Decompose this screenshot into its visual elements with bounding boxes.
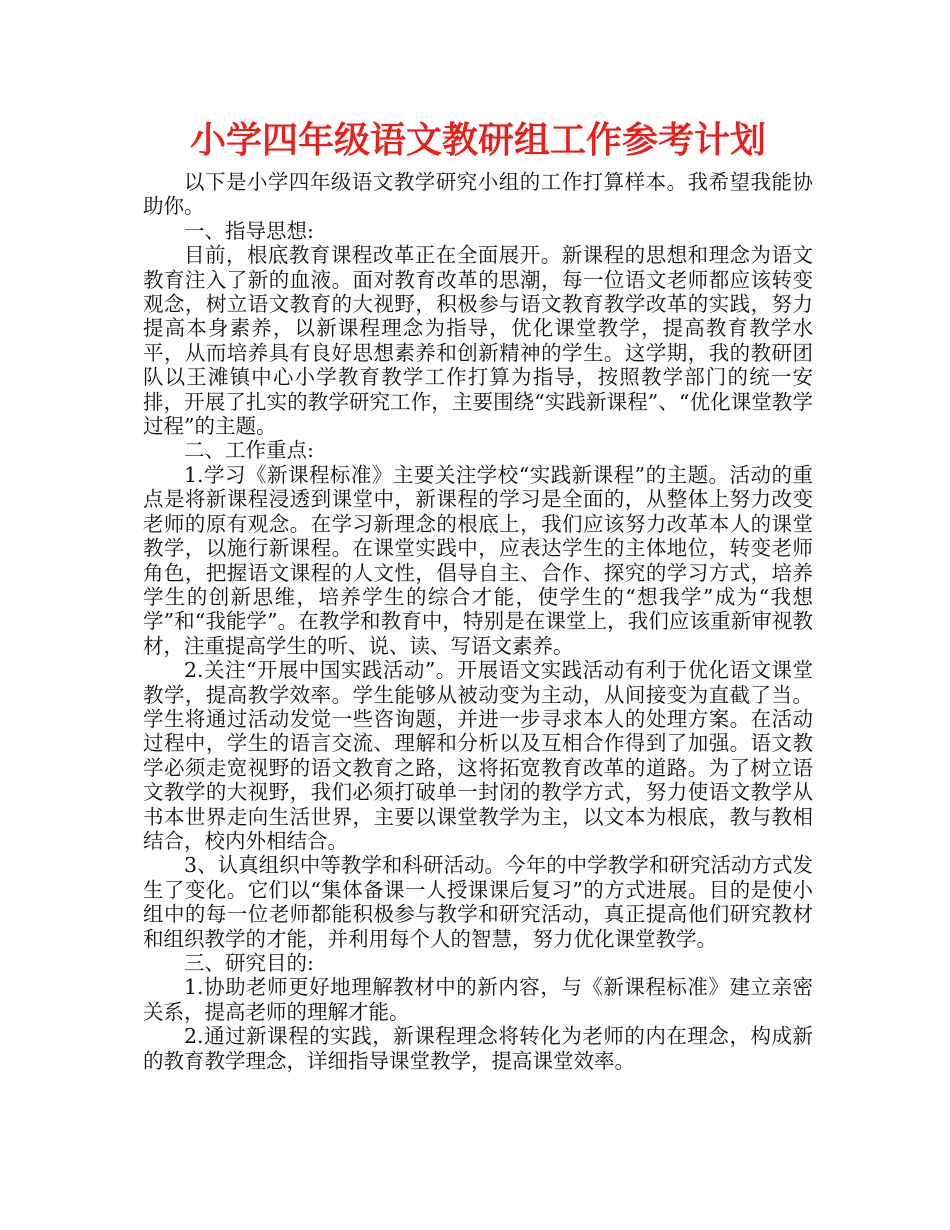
- document-title: 小学四年级语文教研组工作参考计划: [189, 120, 766, 161]
- research-purpose-item-1: 1.协助老师更好地理解教材中的新内容，与《新课程标准》建立亲密关系，提高老师的理解才能。: [143, 975, 813, 1024]
- work-focus-item-3: 3、认真组织中等教学和科研活动。今年的中学教学和研究活动方式发生了变化。它们以“集体备课一人授课课后复习”的方式进展。目的是使小组中的每一位老师都能积极参与教学和研究活动，真正提高他们研究教材和组织教学的才能，并利用每个人的智慧，努力优化课堂教学。: [143, 853, 813, 951]
- section-body-guiding-thought: 目前，根底教育课程改革正在全面展开。新课程的思想和理念为语文教育注入了新的血液。面对教育改革的思潮，每一位语文老师都应该转变观念，树立语文教育的大视野，积极参与语文教育教学改革的实践，努力提高本身素养，以新课程理念为指导，优化课堂教学，提高教育教学水平，从而培养具有良好思想素养和创新精神的学生。这学期，我的教研团队以王滩镇中心小学教育教学工作打算为指导，按照教学部门的统一安排，开展了扎实的教学研究工作，主要围绕“实践新课程”、“优化课堂教学过程”的主题。: [143, 243, 813, 439]
- section-heading-guiding-thought: 一、指导思想:: [184, 218, 314, 243]
- section-heading-research-purpose: 三、研究目的:: [184, 951, 314, 975]
- work-focus-item-1: 1.学习《新课程标准》主要关注学校“实践新课程”的主题。活动的重点是将新课程浸透到课堂中，新课程的学习是全面的，从整体上努力改变老师的原有观念。在学习新理念的根底上，我们应该努力改革本人的课堂教学，以施行新课程。在课堂实践中，应表达学生的主体地位，转变老师角色，把握语文课程的人文性，倡导自主、合作、探究的学习方式，培养学生的创新思维，培养学生的综合才能，使学生的“想我学”成为“我想学”和“我能学”。在教学和教育中，特别是在课堂上，我们应该重新审视教材，注重提高学生的听、说、读、写语文素养。: [143, 462, 813, 658]
- work-focus-item-2: 2.关注“开展中国实践活动”。开展语文实践活动有利于优化语文课堂教学，提高教学效率。学生能够从被动变为主动，从间接变为直截了当。学生将通过活动发觉一些咨询题，并进一步寻求本人的处理方案。在活动过程中，学生的语言交流、理解和分析以及互相合作得到了加强。语文教学必须走宽视野的语文教育之路，这将拓宽教育改革的道路。为了树立语文教学的大视野，我们必须打破单一封闭的教学方式，努力使语文教学从书本世界走向生活世界，主要以课堂教学为主，以文本为根底，教与教相结合，校内外相结合。: [143, 658, 813, 853]
- research-purpose-item-2: 2.通过新课程的实践，新课程理念将转化为老师的内在理念，构成新的教育教学理念，详细指导课堂教学，提高课堂效率。: [143, 1024, 813, 1073]
- document-page: [143, 118, 813, 1073]
- section-heading-work-focus: 二、工作重点:: [184, 438, 314, 463]
- intro-paragraph: 以下是小学四年级语文教学研究小组的工作打算样本。我希望我能协助你。: [143, 170, 813, 219]
